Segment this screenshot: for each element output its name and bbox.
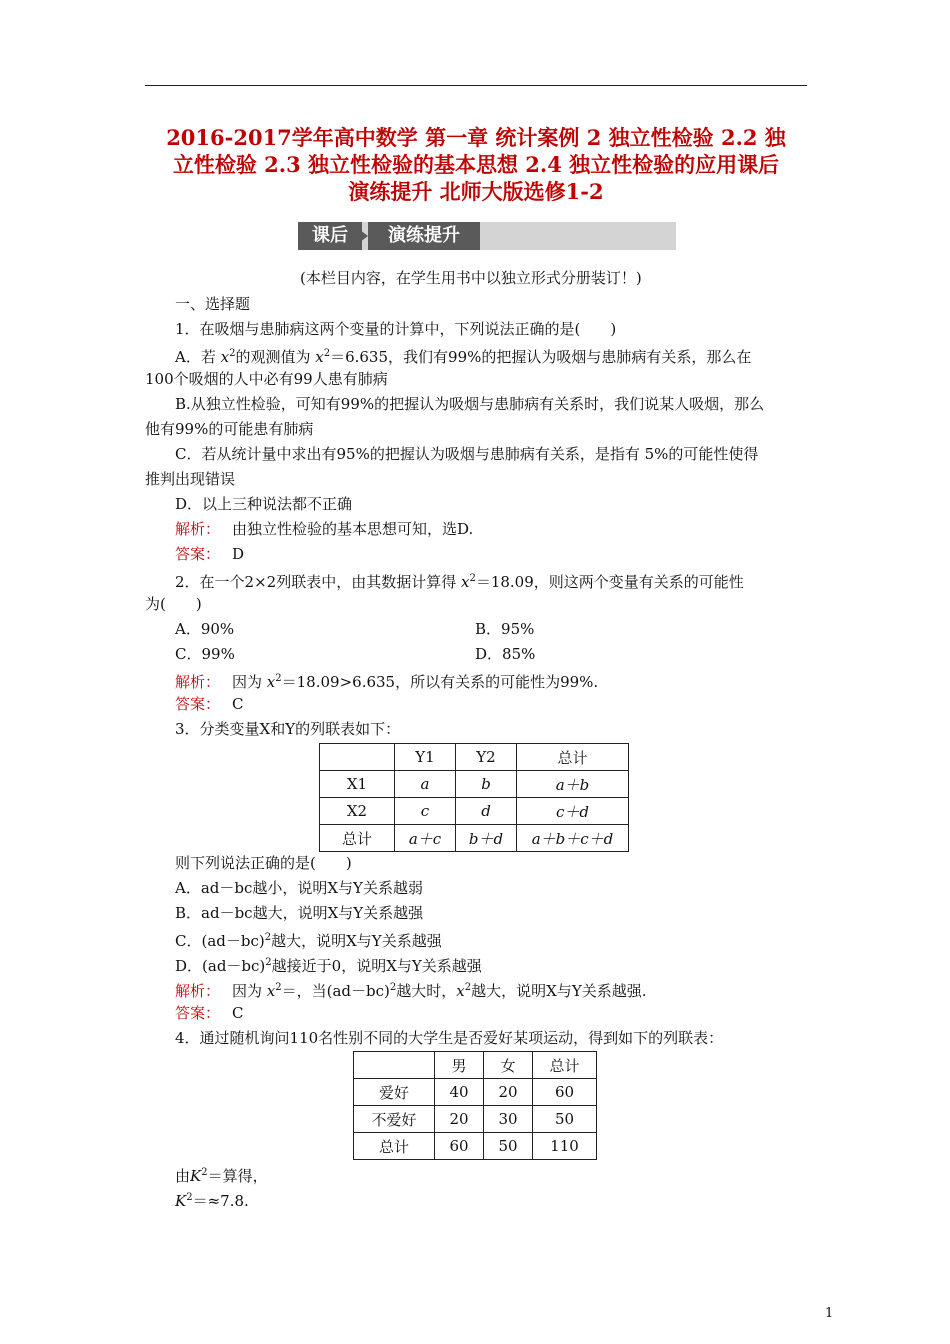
table-cell: a＋c <box>395 825 456 852</box>
table-cell: 总计 <box>354 1133 435 1160</box>
table-cell: d <box>456 798 517 825</box>
page-number: 1 <box>825 1306 834 1321</box>
binding-note: (本栏目内容，在学生用书中以独立形式分册装订！) <box>300 269 642 287</box>
q3-answer: 答案： C <box>175 1004 244 1022</box>
q3-option-d: D．$(ad-bc)^2$越接近于0，说明X与Y关系越强 <box>175 957 482 975</box>
q3-stem: 3．分类变量X和Y的列联表如下： <box>175 720 401 738</box>
q1-option-a-line2: 100个吸烟的人中必有99人患有肺病 <box>145 370 388 388</box>
q3-question: 则下列说法正确的是( ) <box>175 854 352 872</box>
table-cell: 40 <box>435 1079 484 1106</box>
q2-option-a: A．90% <box>175 620 235 638</box>
section-banner <box>298 222 676 250</box>
q1-option-c-line2: 推判出现错误 <box>145 470 236 488</box>
q1-option-a-line1: A．若 $x^2$的观测值为 $x^2=6.635$，我们有99%的把握认为吸烟与患肺病有关系，那么在 <box>175 348 752 366</box>
table-cell: X1 <box>320 771 395 798</box>
table-cell: 总计 <box>533 1052 597 1079</box>
table-cell <box>354 1052 435 1079</box>
document-title <box>120 124 832 205</box>
table-cell: 20 <box>484 1079 533 1106</box>
table-cell <box>320 744 395 771</box>
q3-option-b: B．ad－bc越大，说明X与Y关系越强 <box>175 904 424 922</box>
q3-option-a: A．ad－bc越小，说明X与Y关系越弱 <box>175 879 423 897</box>
q2-option-c: C．99% <box>175 645 235 663</box>
table-cell: 爱好 <box>354 1079 435 1106</box>
table-cell: Y2 <box>456 744 517 771</box>
table-cell: 30 <box>484 1106 533 1133</box>
q4-formula-line2: $K^2=\approx 7.8$. <box>175 1192 249 1210</box>
q2-stem-line2: 为( ) <box>145 595 202 613</box>
q2-option-d: D．85% <box>475 645 536 663</box>
q4-formula-line1: 由$K^2=$算得， <box>175 1167 268 1185</box>
table-cell: 60 <box>533 1079 597 1106</box>
table-cell: 不爱好 <box>354 1106 435 1133</box>
table-cell: c <box>395 798 456 825</box>
q1-option-b-line1: B.从独立性检验，可知有99%的把握认为吸烟与患肺病有关系时，我们说某人吸烟，那么 <box>175 395 765 413</box>
q2-answer: 答案： C <box>175 695 244 713</box>
q1-option-c-line1: C．若从统计量中求出有95%的把握认为吸烟与患肺病有关系，是指有 5%的可能性使得 <box>175 445 759 463</box>
q1-option-d: D．以上三种说法都不正确 <box>175 495 353 513</box>
table-cell: 50 <box>484 1133 533 1160</box>
table-cell: b <box>456 771 517 798</box>
title-line-1: 2016-2017学年高中数学 第一章 统计案例 2 独立性检验 2.2 独 <box>166 125 786 150</box>
q3-contingency-table <box>319 743 629 852</box>
table-cell: b＋d <box>456 825 517 852</box>
banner-arrow-icon <box>360 230 368 242</box>
top-rule <box>145 85 807 86</box>
q3-option-c: C．$(ad-bc)^2$越大，说明X与Y关系越强 <box>175 932 442 950</box>
table-cell: 110 <box>533 1133 597 1160</box>
section-title: 一、选择题 <box>175 295 251 313</box>
title-line-3: 演练提升 北师大版选修1-2 <box>348 179 604 204</box>
q2-explanation: 解析： 因为 $x^2=18.09>6.635$，所以有关系的可能性为99%. <box>175 673 599 691</box>
table-cell: a <box>395 771 456 798</box>
q1-explanation: 解析： 由独立性检验的基本思想可知，选D. <box>175 520 474 538</box>
q3-explanation: 解析： 因为 $x^2=$，当$(ad-bc)^2$越大时，$x^2$越大，说明X与Y关系越强. <box>175 982 647 1000</box>
table-cell: c＋d <box>517 798 629 825</box>
q1-answer: 答案： D <box>175 545 245 563</box>
q4-stem: 4．通过随机询问110名性别不同的大学生是否爱好某项运动，得到如下的列联表： <box>175 1029 724 1047</box>
table-cell: 男 <box>435 1052 484 1079</box>
table-cell: 女 <box>484 1052 533 1079</box>
table-cell: a＋b＋c＋d <box>517 825 629 852</box>
table-cell: X2 <box>320 798 395 825</box>
q2-stem-line1: 2．在一个2×2列联表中，由其数据计算得 $x^2=18.09$，则这两个变量有关系的可能性 <box>175 573 744 591</box>
q1-stem: 1．在吸烟与患肺病这两个变量的计算中，下列说法正确的是( ) <box>175 320 617 338</box>
table-cell: 20 <box>435 1106 484 1133</box>
title-line-2: 立性检验 2.3 独立性检验的基本思想 2.4 独立性检验的应用课后 <box>172 152 780 177</box>
q1-option-b-line2: 他有99%的可能患有肺病 <box>145 420 314 438</box>
q4-contingency-table <box>353 1051 597 1160</box>
table-cell: a＋b <box>517 771 629 798</box>
table-cell: 总计 <box>320 825 395 852</box>
table-cell: Y1 <box>395 744 456 771</box>
banner-label-left: 课后 <box>298 222 362 250</box>
banner-label-right: 演练提升 <box>368 222 480 250</box>
table-cell: 总计 <box>517 744 629 771</box>
table-cell: 50 <box>533 1106 597 1133</box>
q2-option-b: B．95% <box>475 620 535 638</box>
table-cell: 60 <box>435 1133 484 1160</box>
